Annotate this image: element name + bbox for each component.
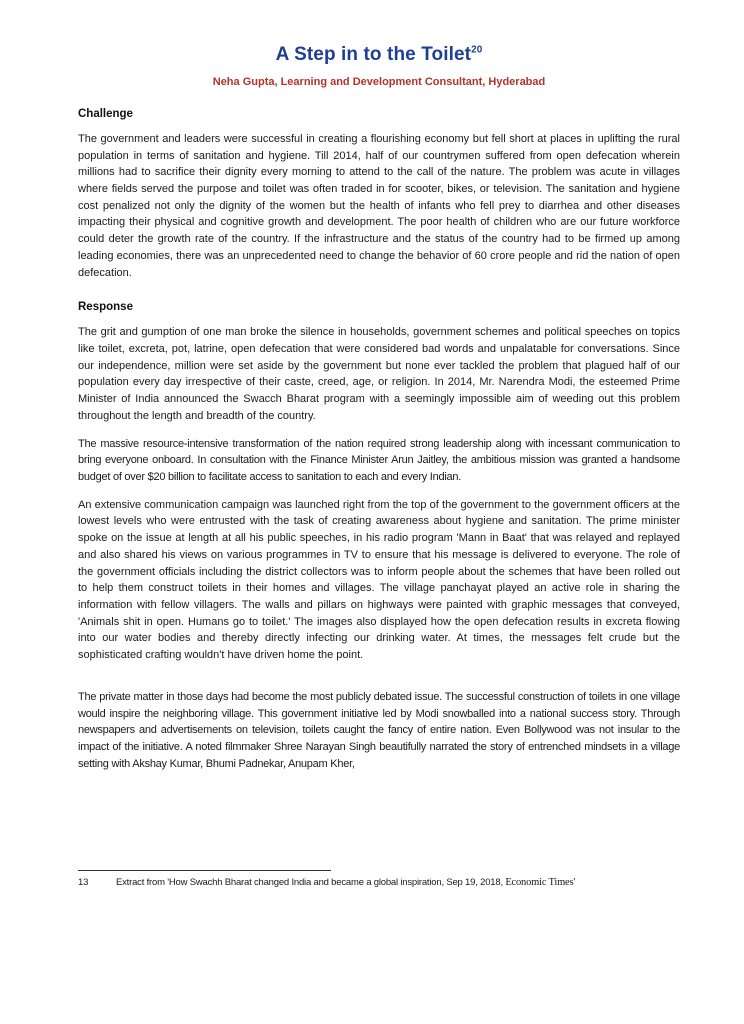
section-heading-challenge: Challenge xyxy=(78,107,133,120)
section-heading-response: Response xyxy=(78,301,133,314)
page-title-text: A Step in to the Toilet xyxy=(275,44,472,65)
paragraph-challenge-1: The government and leaders were successful in creating a flourishing economy but fell short at places in uplifting the rural population in terms of sanitation and hygiene. Till 2014, half of our countrymen suffered from open defecation wherein millions had to sacrifice their dignity every morning to attend to the call of the nature. The problem was acute in villages where fields served the purpose and toilet was often traded in for scooter, bikes, or television. The sanitation and hygiene cost penalized not only the dignity of the women but the health of infants who fell prey to diarrhea and other diseases impacting their physical and cognitive growth and development. The poor health of children who are our future workforce could deter the growth rate of the country. If the infrastructure and the status of the country had to be firmed up among leading economies, there was an unprecedented need to change the behavior of 60 crore people and rid the nation of open defecation. xyxy=(78,132,680,279)
paragraph-response-2: The massive resource-intensive transformation of the nation required strong leadership along with incessant communication to bring everyone onboard. In consultation with the Finance Minister Arun Jaitley, the ambitious mission was granted a handsome budget of over $20 billion to facilitate access to sanitation to each and every Indian. xyxy=(78,437,680,484)
page-title xyxy=(78,44,680,67)
footnote-text xyxy=(116,877,575,888)
footnote-divider xyxy=(78,870,331,871)
footnote-text-plain: Extract from 'How Swachh Bharat changed India and became a global inspiration, Sep 19, 2018, xyxy=(116,877,506,888)
footnote xyxy=(78,877,680,888)
footnote-number: 13 xyxy=(78,877,89,888)
paragraph-response-3: An extensive communication campaign was launched right from the top of the government to the government officers at the lowest levels who were entrusted with the task of creating awareness about hygiene and sanitation. The prime minister spoke on the issue at length at all his public speeches, in his radio program 'Mann in Baat' that was relayed and replayed and also shared his views on various programmes in TV to ensure that his message is delivered to everyone. The role of the government officials including the district collectors was to inform people about the schemes that have been rolled out to help them construct toilets in their homes and villages. The village panchayat played an active role in sharing the information with fellow villagers. The walls and pillars on highways were painted with graphic messages that conveyed, 'Animals shit in open. Humans go to toilet.' The images also displayed how the open defecation results in excreta flowing into our water bodies and thereby directly infecting our drinking water. At times, the messages felt crude but the sophisticated crafting wouldn't have driven home the point. xyxy=(78,498,680,662)
paragraph-response-4: The private matter in those days had become the most publicly debated issue. The successful construction of toilets in one village would inspire the neighboring village. This government initiative led by Modi snowballed into a national success story. Through newspapers and advertisements on television, toilets caught the fancy of entire nation. Even Bollywood was not insular to the impact of the initiative. A noted filmmaker Shree Narayan Singh beautifully narrated the story of entrenched mindsets in a village setting with Akshay Kumar, Bhumi Padnekar, Anupam Kher, xyxy=(78,690,680,770)
page-title-footnote-marker: 20 xyxy=(471,44,483,56)
paragraph-spacer xyxy=(78,664,680,678)
footnote-text-source: Economic Times' xyxy=(505,877,576,888)
paragraph-response-1: The grit and gumption of one man broke the silence in households, government schemes and political speeches on topics like toilet, excreta, pot, latrine, open defecation that were considered bad words and unpalatable for conversations. Since our independence, million were set aside by the government but none ever tackled the problem that plagued half of our population every day irrespective of their caste, creed, age, or religion. In 2014, Mr. Narendra Modi, the esteemed Prime Minister of India announced the Swacch Bharat program with a seemingly impossible aim of weeding out this problem throughout the length and breadth of the country. xyxy=(78,326,680,422)
author-byline: Neha Gupta, Learning and Development Consultant, Hyderabad xyxy=(212,75,546,88)
footnote-area xyxy=(78,870,680,888)
